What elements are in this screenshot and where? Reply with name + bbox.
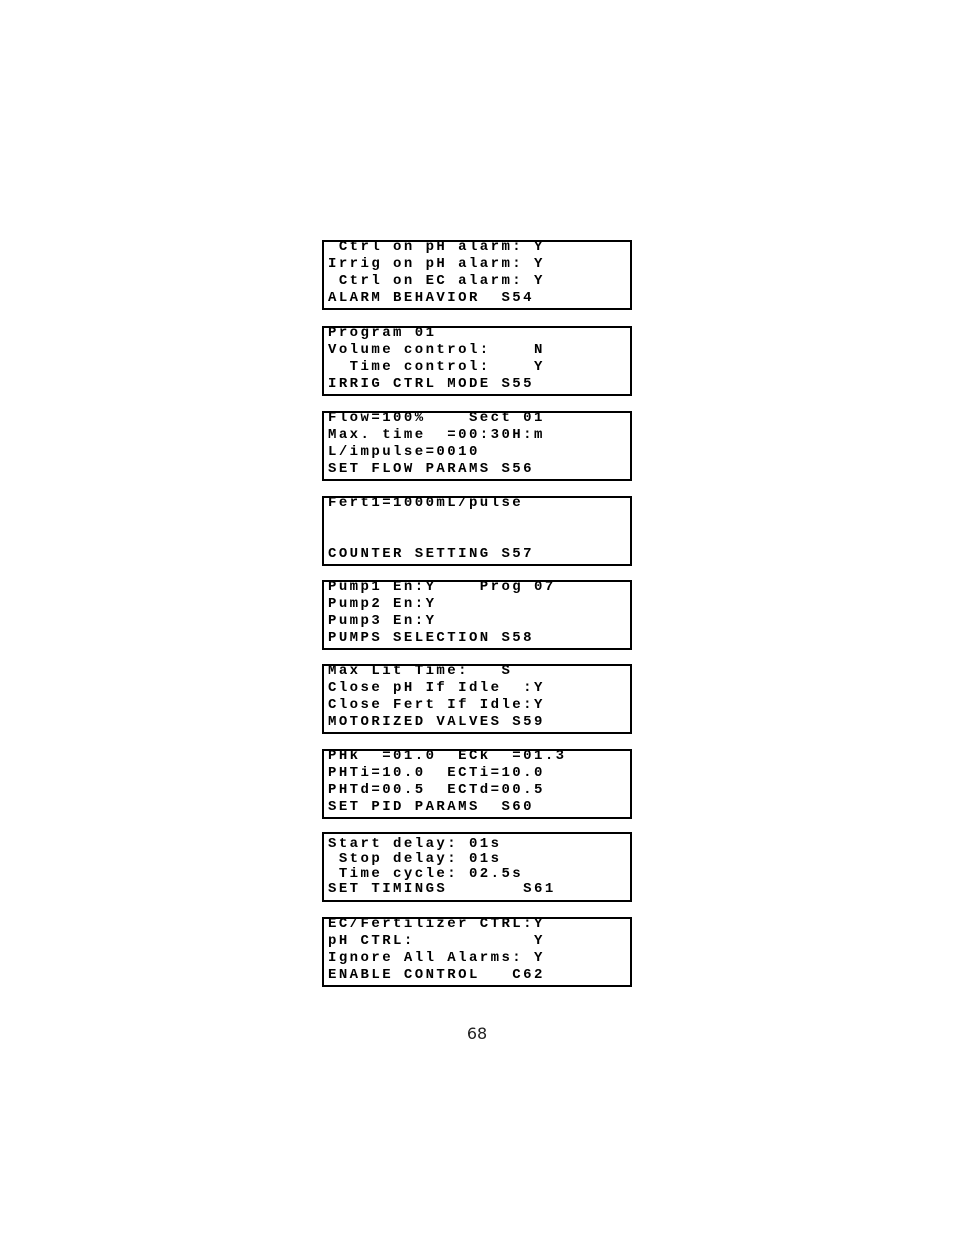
lcd-line: IRRIG CTRL MODE S55 xyxy=(328,376,534,392)
lcd-line: Fert1=1000mL/pulse xyxy=(328,495,524,511)
lcd-line: Ctrl on EC alarm: Y xyxy=(328,273,545,289)
lcd-line: Close Fert If Idle:Y xyxy=(328,697,545,713)
lcd-line: SET PID PARAMS S60 xyxy=(328,799,534,815)
lcd-line: Irrig on pH alarm: Y xyxy=(328,256,545,272)
lcd-screen-s61 xyxy=(322,832,632,902)
page-number: 68 xyxy=(466,1024,488,1043)
lcd-screen-s56 xyxy=(322,411,632,481)
lcd-screen-c62 xyxy=(322,917,632,987)
lcd-screen-s55 xyxy=(322,326,632,396)
lcd-line: Pump2 En:Y xyxy=(328,596,437,612)
lcd-line: Ctrl on pH alarm: Y xyxy=(328,239,545,255)
lcd-line xyxy=(328,512,629,529)
lcd-screen-s59 xyxy=(322,664,632,734)
lcd-line: Time control: Y xyxy=(328,359,545,375)
lcd-line: Stop delay: 01s xyxy=(328,851,502,867)
lcd-line: MOTORIZED VALVES S59 xyxy=(328,714,545,730)
lcd-line: L/impulse=0010 xyxy=(328,444,480,460)
lcd-line: Flow=100% Sect 01 xyxy=(328,410,545,426)
lcd-line: Start delay: 01s xyxy=(328,836,502,852)
lcd-screen-s57 xyxy=(322,496,632,566)
lcd-line: PHk =01.0 ECk =01.3 xyxy=(328,748,567,764)
lcd-line: COUNTER SETTING S57 xyxy=(328,546,534,562)
lcd-line: Close pH If Idle :Y xyxy=(328,680,545,696)
lcd-line: Ignore All Alarms: Y xyxy=(328,950,545,966)
lcd-line: PUMPS SELECTION S58 xyxy=(328,630,534,646)
lcd-line: PHTd=00.5 ECTd=00.5 xyxy=(328,782,545,798)
lcd-line: Pump1 En:Y Prog 07 xyxy=(328,579,556,595)
lcd-line: Volume control: N xyxy=(328,342,545,358)
lcd-line: Max. time =00:30H:m xyxy=(328,427,545,443)
lcd-line: SET FLOW PARAMS S56 xyxy=(328,461,534,477)
lcd-line: SET TIMINGS S61 xyxy=(328,881,556,897)
lcd-screen-s54 xyxy=(322,240,632,310)
lcd-line: Pump3 En:Y xyxy=(328,613,437,629)
lcd-line: ALARM BEHAVIOR S54 xyxy=(328,290,534,306)
lcd-line: Program 01 xyxy=(328,325,437,341)
lcd-line: Time cycle: 02.5s xyxy=(328,866,524,882)
lcd-line: pH CTRL: Y xyxy=(328,933,545,949)
lcd-screen-s58 xyxy=(322,580,632,650)
lcd-line: ENABLE CONTROL C62 xyxy=(328,967,545,983)
lcd-line: Max Lit Time: S xyxy=(328,663,513,679)
lcd-line xyxy=(328,529,629,546)
lcd-line: PHTi=10.0 ECTi=10.0 xyxy=(328,765,545,781)
lcd-line: EC/Fertilizer CTRL:Y xyxy=(328,916,545,932)
lcd-screen-s60 xyxy=(322,749,632,819)
